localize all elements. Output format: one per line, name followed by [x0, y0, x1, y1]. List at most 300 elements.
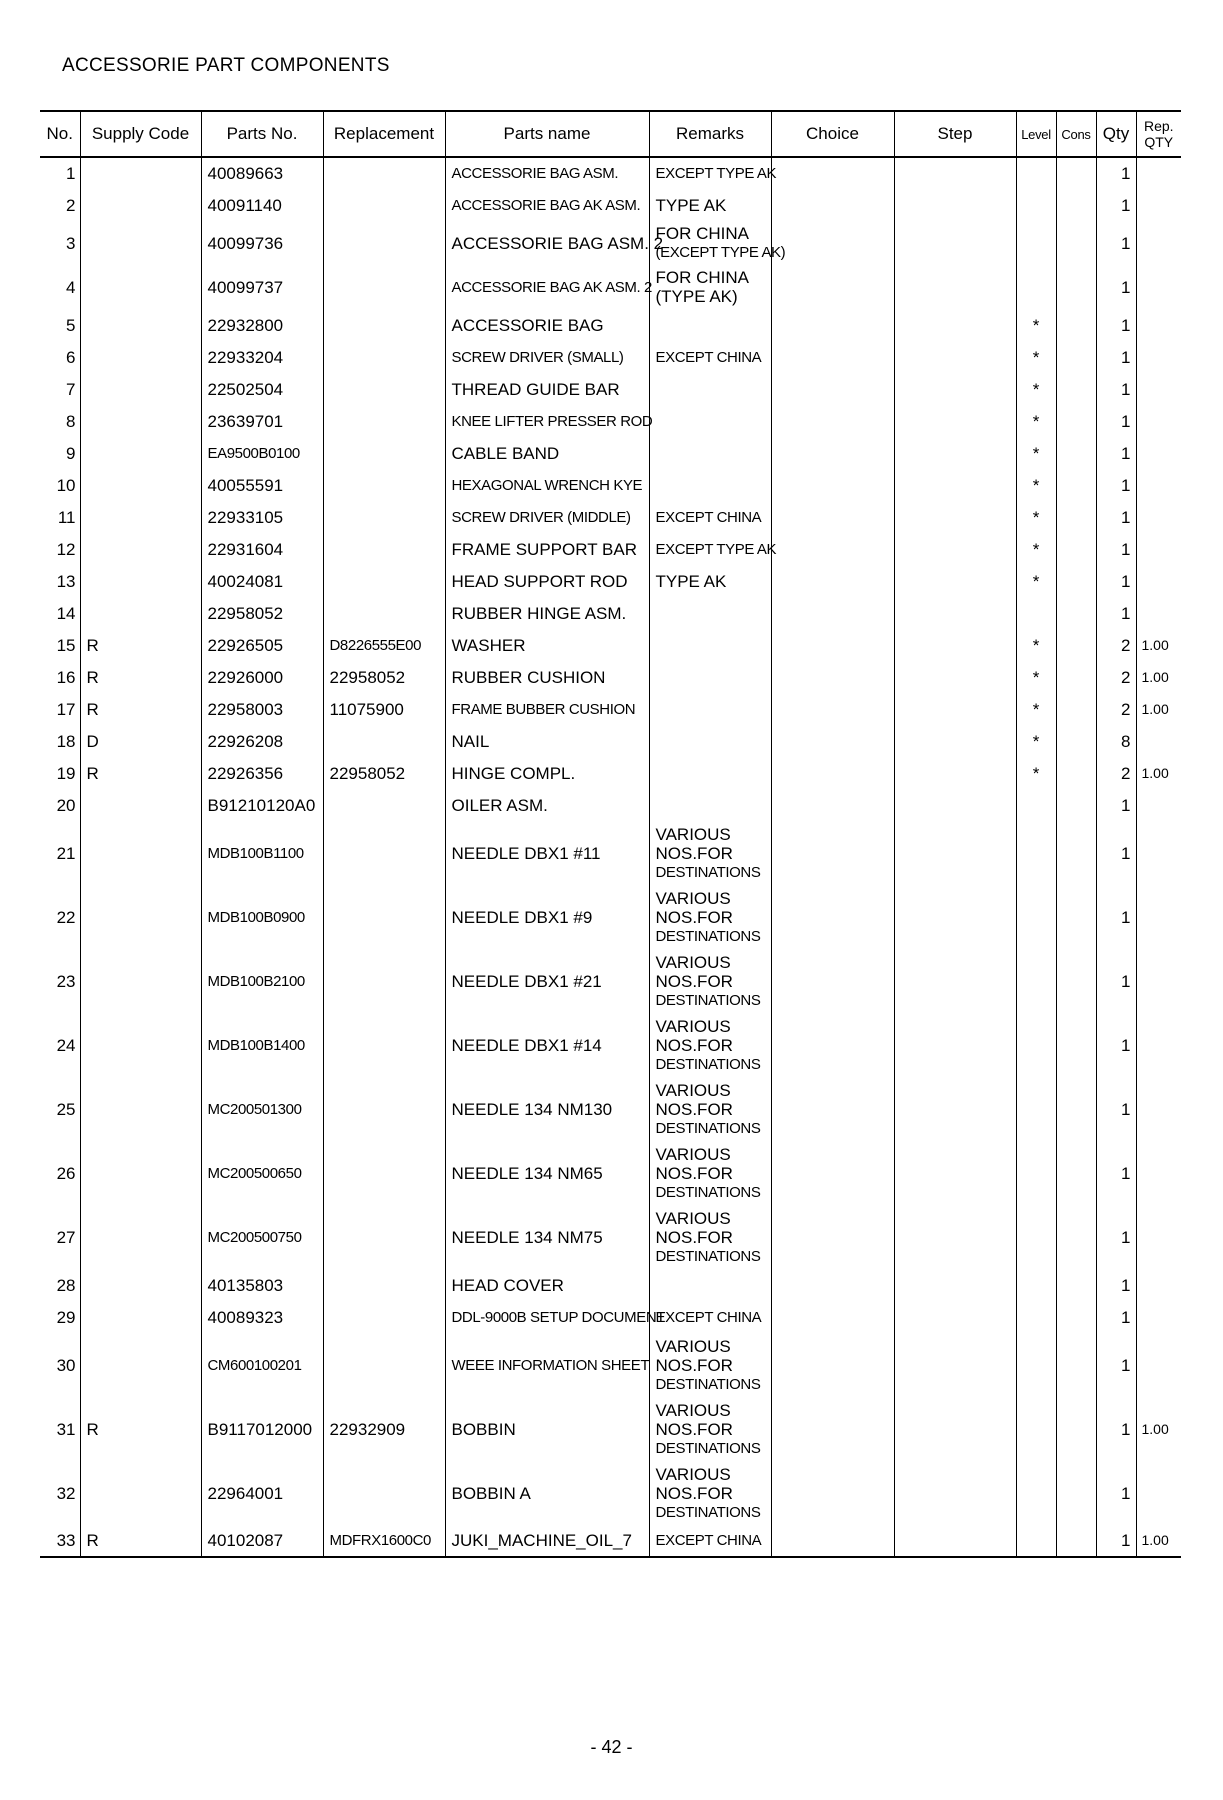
- cell-parts-name: FRAME SUPPORT BAR: [445, 533, 649, 565]
- cell-choice: [771, 949, 894, 1013]
- cell-no: 24: [56, 1035, 76, 1055]
- cell-parts-no: 40135803: [201, 1269, 323, 1301]
- cell-parts-name: KNEE LIFTER PRESSER ROD: [445, 405, 649, 437]
- cell-parts-name: NEEDLE 134 NM65: [445, 1141, 649, 1205]
- cell-rep-qty: [1136, 1301, 1181, 1333]
- cell-level: *: [1016, 661, 1056, 693]
- cell-replacement: [323, 1269, 445, 1301]
- header-level: Level: [1016, 111, 1056, 157]
- cell-step: [894, 1333, 1016, 1397]
- cell-remarks: [649, 405, 771, 437]
- remarks-line: DESTINATIONS: [655, 1183, 761, 1201]
- cell-parts-name: BOBBIN A: [445, 1461, 649, 1525]
- cell-remarks: [649, 1141, 771, 1205]
- cell-parts-name: FRAME BUBBER CUSHION: [445, 693, 649, 725]
- cell-step: [894, 437, 1016, 469]
- cell-replacement: [323, 1461, 445, 1525]
- cell-level: *: [1016, 309, 1056, 341]
- header-step: Step: [894, 111, 1016, 157]
- cell-remarks: [649, 1525, 771, 1557]
- table-row: [40, 189, 1181, 221]
- table-row: [40, 757, 1181, 789]
- cell-parts-name: HINGE COMPL.: [445, 757, 649, 789]
- cell-no: 26: [56, 1163, 76, 1183]
- cell-parts-name: ACCESSORIE BAG: [445, 309, 649, 341]
- remarks-line: NOS.FOR: [655, 1227, 733, 1247]
- cell-qty: 1: [1096, 1525, 1136, 1557]
- cell-qty: 1: [1096, 1013, 1136, 1077]
- cell-choice: [771, 1013, 894, 1077]
- cell-remarks: [649, 157, 777, 189]
- cell-remarks: [649, 265, 771, 309]
- cell-step: [894, 757, 1016, 789]
- cell-rep-qty: [1136, 821, 1181, 885]
- cell-no: 3: [66, 233, 76, 253]
- remarks-line: EXCEPT CHINA: [655, 348, 762, 366]
- cell-level: *: [1016, 501, 1056, 533]
- cell-qty: 1: [1096, 469, 1136, 501]
- cell-no: 16: [56, 667, 76, 687]
- cell-choice: [771, 1333, 894, 1397]
- cell-parts-no: B9117012000: [201, 1397, 323, 1461]
- cell-rep-qty: [1136, 469, 1181, 501]
- cell-replacement: [323, 221, 445, 265]
- cell-step: [894, 597, 1016, 629]
- cell-parts-no: MDB100B2100: [201, 949, 323, 1013]
- cell-parts-no: 40102087: [201, 1525, 323, 1557]
- cell-replacement: [323, 189, 445, 221]
- header-supply-code: Supply Code: [80, 111, 201, 157]
- cell-level: [1016, 1333, 1056, 1397]
- remarks-line: DESTINATIONS: [655, 1055, 761, 1073]
- cell-level: [1016, 1461, 1056, 1525]
- cell-remarks: [649, 1397, 771, 1461]
- cell-parts-no: 22958052: [201, 597, 323, 629]
- cell-cons: [1056, 1461, 1096, 1525]
- table-row: [40, 373, 1181, 405]
- cell-no: 1: [66, 164, 76, 183]
- cell-supply-code: [80, 1269, 201, 1301]
- remarks-line: VARIOUS: [655, 1400, 731, 1420]
- cell-remarks: [649, 437, 771, 469]
- remarks-line: VARIOUS: [655, 952, 731, 972]
- page-title: ACCESSORIE PART COMPONENTS: [62, 55, 390, 76]
- table-row: [40, 629, 1181, 661]
- cell-qty: 1: [1096, 1397, 1136, 1461]
- remarks-line: FOR CHINA: [655, 224, 749, 243]
- cell-replacement: [323, 157, 445, 189]
- cell-rep-qty: [1136, 189, 1181, 221]
- cell-replacement: [323, 265, 445, 309]
- cell-rep-qty: [1136, 565, 1181, 597]
- cell-cons: [1056, 1397, 1096, 1461]
- cell-choice: [771, 629, 894, 661]
- cell-level: *: [1016, 693, 1056, 725]
- cell-rep-qty: [1136, 1333, 1181, 1397]
- cell-no: 17: [56, 699, 76, 719]
- cell-choice: [771, 189, 894, 221]
- cell-cons: [1056, 885, 1096, 949]
- cell-remarks: [649, 949, 771, 1013]
- cell-no: 11: [57, 507, 76, 527]
- cell-qty: 1: [1096, 309, 1136, 341]
- remarks-line: EXCEPT CHINA: [655, 508, 762, 526]
- cell-level: [1016, 949, 1056, 1013]
- remarks-line: (EXCEPT TYPE AK): [655, 244, 786, 261]
- cell-parts-name: HEXAGONAL WRENCH KYE: [445, 469, 649, 501]
- cell-no: 31: [56, 1419, 76, 1439]
- cell-cons: [1056, 405, 1096, 437]
- cell-step: [894, 1301, 1016, 1333]
- cell-level: [1016, 157, 1056, 189]
- cell-no: 7: [66, 379, 76, 399]
- cell-supply-code: [80, 405, 201, 437]
- cell-supply-code: [80, 821, 201, 885]
- remarks-line: DESTINATIONS: [655, 1503, 761, 1521]
- cell-replacement: [323, 341, 445, 373]
- cell-cons: [1056, 693, 1096, 725]
- cell-choice: [771, 661, 894, 693]
- cell-parts-name: WEEE INFORMATION SHEET: [445, 1333, 649, 1397]
- cell-supply-code: [80, 597, 201, 629]
- table-row: [40, 1077, 1181, 1141]
- cell-step: [894, 189, 1016, 221]
- cell-step: [894, 1013, 1016, 1077]
- cell-parts-no: 22926208: [201, 725, 323, 757]
- cell-cons: [1056, 597, 1096, 629]
- cell-parts-name: NEEDLE DBX1 #11: [445, 821, 649, 885]
- cell-choice: [771, 469, 894, 501]
- remarks-line: DESTINATIONS: [655, 1119, 761, 1137]
- cell-remarks: [649, 1205, 771, 1269]
- header-cons: Cons: [1056, 111, 1096, 157]
- cell-cons: [1056, 341, 1096, 373]
- cell-parts-name: RUBBER CUSHION: [445, 661, 649, 693]
- header-remarks: Remarks: [649, 111, 771, 157]
- cell-qty: 2: [1096, 757, 1136, 789]
- cell-no: 22: [56, 907, 76, 927]
- cell-rep-qty: [1136, 309, 1181, 341]
- cell-remarks: [649, 661, 771, 693]
- cell-no: 4: [66, 277, 76, 297]
- cell-remarks: [649, 1013, 771, 1077]
- cell-parts-name: ACCESSORIE BAG ASM. 2: [445, 221, 649, 265]
- cell-replacement: [323, 501, 445, 533]
- cell-supply-code: R: [80, 629, 201, 661]
- cell-qty: 1: [1096, 501, 1136, 533]
- cell-supply-code: [80, 949, 201, 1013]
- remarks-line: NOS.FOR: [655, 1035, 733, 1055]
- cell-choice: [771, 725, 894, 757]
- remarks-line: FOR CHINA: [655, 268, 749, 287]
- cell-no: 6: [66, 347, 76, 367]
- cell-choice: [771, 885, 894, 949]
- cell-qty: 1: [1096, 1461, 1136, 1525]
- table-row: [40, 1525, 1181, 1557]
- cell-choice: [771, 437, 894, 469]
- cell-step: [894, 341, 1016, 373]
- cell-remarks: [649, 469, 771, 501]
- cell-parts-no: 40099737: [201, 265, 323, 309]
- cell-replacement: 11075900: [323, 693, 445, 725]
- header-no: No.: [40, 111, 80, 157]
- cell-rep-qty: [1136, 949, 1181, 1013]
- cell-parts-no: 22926000: [201, 661, 323, 693]
- cell-replacement: [323, 373, 445, 405]
- cell-cons: [1056, 1141, 1096, 1205]
- cell-step: [894, 789, 1016, 821]
- cell-no: 20: [56, 795, 76, 815]
- cell-qty: 1: [1096, 373, 1136, 405]
- cell-step: [894, 1141, 1016, 1205]
- cell-level: *: [1016, 757, 1056, 789]
- cell-qty: 1: [1096, 821, 1136, 885]
- cell-remarks: [649, 533, 777, 565]
- cell-rep-qty: [1136, 373, 1181, 405]
- remarks-line: EXCEPT TYPE AK: [655, 165, 777, 182]
- table-row: [40, 533, 1181, 565]
- cell-level: [1016, 1013, 1056, 1077]
- cell-qty: 1: [1096, 437, 1136, 469]
- cell-step: [894, 725, 1016, 757]
- table-row: [40, 469, 1181, 501]
- cell-no: 33: [40, 1525, 80, 1557]
- cell-cons: [1056, 661, 1096, 693]
- cell-parts-no: 22502504: [201, 373, 323, 405]
- cell-step: [894, 1205, 1016, 1269]
- cell-qty: 1: [1096, 1301, 1136, 1333]
- cell-rep-qty: [1136, 725, 1181, 757]
- cell-replacement: [323, 1205, 445, 1269]
- remarks-line: VARIOUS: [655, 1016, 731, 1036]
- table-row: [40, 885, 1181, 949]
- parts-table-body: [40, 157, 1181, 1557]
- cell-supply-code: D: [80, 725, 201, 757]
- cell-no: 15: [56, 635, 76, 655]
- remarks-line: VARIOUS: [655, 1336, 731, 1356]
- cell-choice: [771, 1141, 894, 1205]
- cell-remarks: [649, 885, 771, 949]
- table-row: [40, 1013, 1181, 1077]
- cell-supply-code: [80, 1205, 201, 1269]
- cell-level: [1016, 189, 1056, 221]
- table-row: [40, 221, 1181, 265]
- remarks-line: VARIOUS: [655, 824, 731, 844]
- cell-level: [1016, 789, 1056, 821]
- cell-remarks: [649, 1333, 771, 1397]
- remarks-line: EXCEPT CHINA: [655, 1308, 762, 1326]
- cell-step: [894, 1269, 1016, 1301]
- cell-level: [1016, 885, 1056, 949]
- cell-rep-qty: [1136, 1269, 1181, 1301]
- cell-level: [1016, 221, 1056, 265]
- cell-supply-code: [80, 1013, 201, 1077]
- cell-replacement: [323, 405, 445, 437]
- cell-parts-no: 22933105: [201, 501, 323, 533]
- cell-supply-code: [80, 373, 201, 405]
- cell-parts-no: 40055591: [201, 469, 323, 501]
- table-row: [40, 821, 1181, 885]
- cell-parts-name: NEEDLE 134 NM130: [445, 1077, 649, 1141]
- cell-cons: [1056, 469, 1096, 501]
- cell-qty: 1: [1096, 789, 1136, 821]
- cell-parts-no: 22964001: [201, 1461, 323, 1525]
- cell-parts-no: 22926505: [201, 629, 323, 661]
- remarks-line: NOS.FOR: [655, 1099, 733, 1119]
- cell-parts-name: NEEDLE DBX1 #21: [445, 949, 649, 1013]
- cell-replacement: [323, 885, 445, 949]
- cell-cons: [1056, 821, 1096, 885]
- cell-replacement: [323, 597, 445, 629]
- cell-supply-code: [80, 157, 201, 189]
- cell-remarks: [649, 597, 771, 629]
- cell-supply-code: [80, 565, 201, 597]
- cell-parts-no: 40024081: [201, 565, 323, 597]
- cell-cons: [1056, 157, 1096, 189]
- remarks-line: NOS.FOR: [655, 1163, 733, 1183]
- cell-qty: 1: [1096, 1269, 1136, 1301]
- cell-level: *: [1016, 533, 1056, 565]
- cell-remarks: [649, 189, 771, 221]
- cell-parts-no: CM600100201: [201, 1333, 323, 1397]
- cell-choice: [771, 565, 894, 597]
- table-row: [40, 789, 1181, 821]
- cell-level: [1016, 1205, 1056, 1269]
- cell-step: [894, 1461, 1016, 1525]
- cell-cons: [1056, 1077, 1096, 1141]
- cell-supply-code: R: [80, 693, 201, 725]
- cell-rep-qty: [1136, 501, 1181, 533]
- table-row: [40, 1301, 1181, 1333]
- cell-supply-code: [80, 189, 201, 221]
- cell-replacement: [323, 789, 445, 821]
- cell-no: 32: [56, 1483, 76, 1503]
- cell-remarks: [649, 341, 771, 373]
- cell-choice: [771, 221, 894, 265]
- cell-choice: [771, 373, 894, 405]
- remarks-line: DESTINATIONS: [655, 863, 761, 881]
- cell-rep-qty: [1136, 221, 1181, 265]
- cell-replacement: [323, 469, 445, 501]
- table-row: [40, 437, 1181, 469]
- cell-choice: [771, 1525, 894, 1557]
- cell-rep-qty: [1136, 157, 1181, 189]
- cell-rep-qty: [1136, 1013, 1181, 1077]
- cell-replacement: [323, 725, 445, 757]
- remarks-line: TYPE AK: [655, 195, 727, 215]
- cell-step: [894, 309, 1016, 341]
- cell-parts-name: SCREW DRIVER (SMALL): [445, 341, 649, 373]
- cell-cons: [1056, 1525, 1096, 1557]
- remarks-line: NOS.FOR: [655, 1483, 733, 1503]
- cell-supply-code: [80, 221, 201, 265]
- cell-level: *: [1016, 565, 1056, 597]
- cell-cons: [1056, 1205, 1096, 1269]
- cell-rep-qty: 1.00: [1136, 1397, 1181, 1461]
- cell-remarks: [649, 1269, 771, 1301]
- cell-supply-code: [80, 501, 201, 533]
- remarks-line: DESTINATIONS: [655, 1375, 761, 1393]
- header-rep-qty: [1136, 111, 1181, 157]
- cell-step: [894, 1525, 1016, 1557]
- table-row: [40, 1269, 1181, 1301]
- cell-remarks: [649, 565, 771, 597]
- cell-no: 10: [56, 475, 76, 495]
- cell-rep-qty: [1136, 405, 1181, 437]
- cell-parts-name: HEAD SUPPORT ROD: [445, 565, 649, 597]
- cell-parts-no: 23639701: [201, 405, 323, 437]
- cell-remarks: [649, 1461, 771, 1525]
- remarks-line: DESTINATIONS: [655, 991, 761, 1009]
- cell-step: [894, 157, 1016, 189]
- remarks-line: DESTINATIONS: [655, 927, 761, 945]
- table-row: [40, 1333, 1181, 1397]
- cell-no: 23: [56, 971, 76, 991]
- cell-cons: [1056, 221, 1096, 265]
- cell-parts-name: ACCESSORIE BAG AK ASM. 2: [445, 265, 649, 309]
- remarks-line: EXCEPT TYPE AK: [655, 540, 777, 558]
- cell-cons: [1056, 789, 1096, 821]
- cell-level: [1016, 265, 1056, 309]
- cell-qty: 1: [1096, 597, 1136, 629]
- cell-level: [1016, 597, 1056, 629]
- cell-cons: [1056, 533, 1096, 565]
- cell-step: [894, 821, 1016, 885]
- cell-supply-code: [80, 1333, 201, 1397]
- table-row: [40, 1397, 1181, 1461]
- cell-rep-qty: [1136, 265, 1181, 309]
- cell-qty: 1: [1096, 885, 1136, 949]
- cell-level: [1016, 1301, 1056, 1333]
- table-row: [40, 1141, 1181, 1205]
- cell-qty: 1: [1096, 341, 1136, 373]
- cell-choice: [771, 757, 894, 789]
- cell-remarks: [649, 789, 771, 821]
- cell-parts-name: HEAD COVER: [445, 1269, 649, 1301]
- cell-qty: 1: [1096, 1205, 1136, 1269]
- cell-rep-qty: [1136, 437, 1181, 469]
- cell-parts-no: 22933204: [201, 341, 323, 373]
- cell-choice: [771, 341, 894, 373]
- cell-choice: [771, 1301, 894, 1333]
- cell-supply-code: [80, 341, 201, 373]
- cell-rep-qty: 1.00: [1136, 757, 1181, 789]
- cell-choice: [771, 405, 894, 437]
- cell-no: 2: [66, 195, 76, 215]
- cell-remarks: [649, 309, 771, 341]
- cell-replacement: 22932909: [323, 1397, 445, 1461]
- cell-parts-name: NEEDLE DBX1 #9: [445, 885, 649, 949]
- cell-step: [894, 1077, 1016, 1141]
- cell-level: *: [1016, 469, 1056, 501]
- cell-rep-qty: [1136, 1077, 1181, 1141]
- cell-replacement: [323, 949, 445, 1013]
- remarks-line: NOS.FOR: [655, 907, 733, 927]
- cell-parts-no: 40089323: [201, 1301, 323, 1333]
- cell-level: [1016, 1141, 1056, 1205]
- cell-replacement: [323, 309, 445, 341]
- cell-level: *: [1016, 405, 1056, 437]
- remarks-line: (TYPE AK): [655, 287, 738, 306]
- cell-step: [894, 469, 1016, 501]
- cell-remarks: [649, 1301, 771, 1333]
- page-number: - 42 -: [590, 1737, 633, 1757]
- cell-no: 30: [56, 1355, 76, 1375]
- cell-qty: 1: [1096, 405, 1136, 437]
- cell-replacement: [323, 1013, 445, 1077]
- table-header-row: [40, 111, 1181, 157]
- table-row: [40, 597, 1181, 629]
